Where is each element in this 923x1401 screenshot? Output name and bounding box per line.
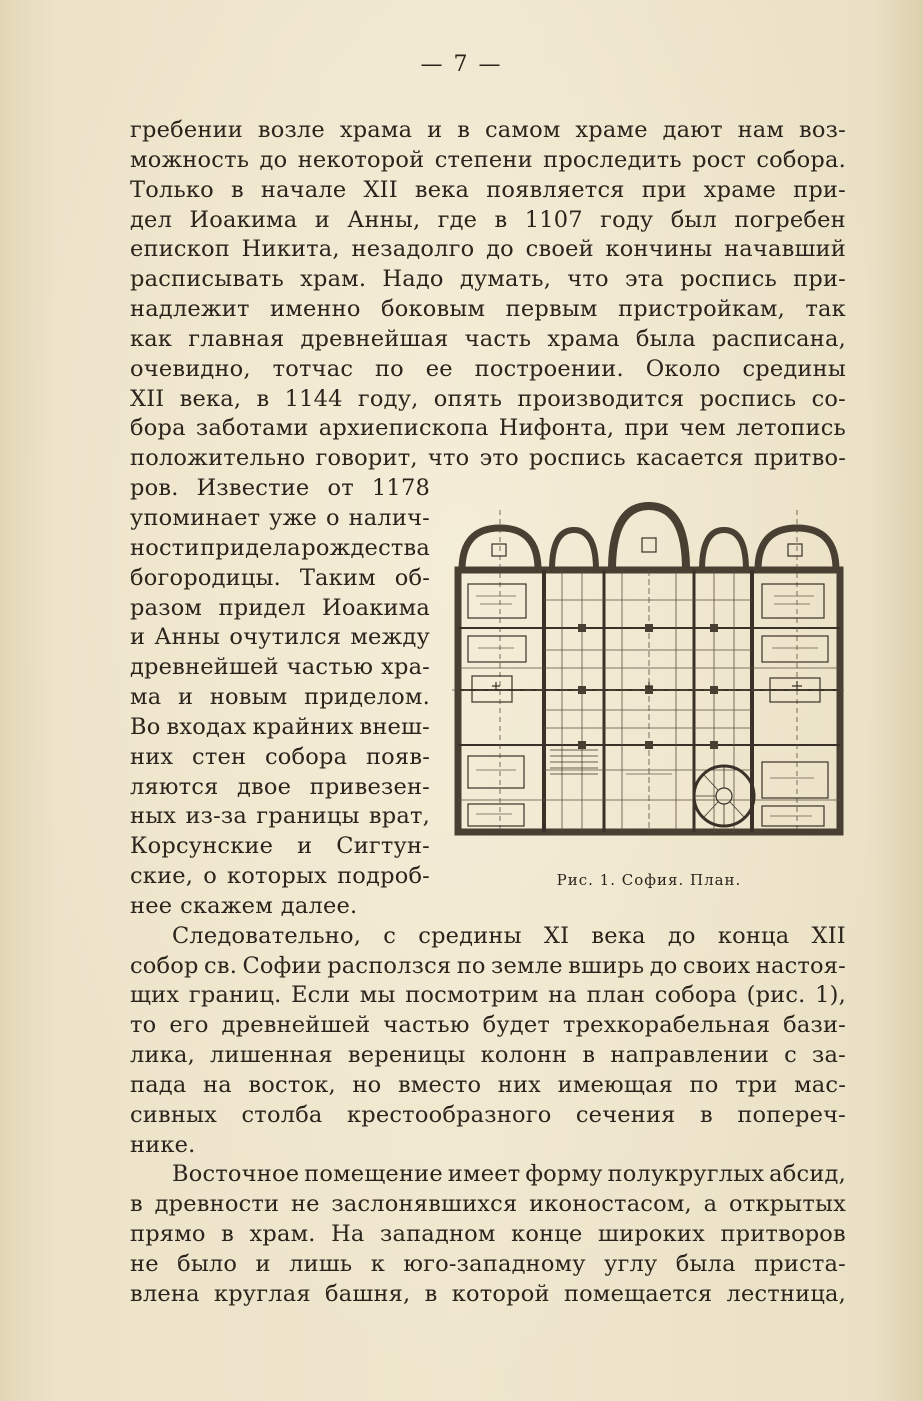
word: настоя- [755, 953, 846, 979]
word: и [297, 833, 313, 859]
word: была [635, 326, 696, 352]
word: собора [264, 744, 348, 770]
word: имеет [447, 1161, 521, 1187]
text-line [130, 1010, 846, 1040]
word: Анны, [347, 207, 421, 233]
text-line [130, 1130, 846, 1160]
word: конца [717, 923, 790, 949]
word: Корсунские [130, 833, 274, 859]
word: как [130, 326, 173, 352]
word: проследить [543, 147, 682, 173]
word: которой [451, 1281, 550, 1307]
word: воз- [798, 117, 846, 143]
word: появляется [486, 177, 625, 203]
word: границ. [188, 982, 282, 1008]
word: собор [130, 953, 199, 979]
word: входах [166, 714, 247, 740]
word: юго-западному [403, 1251, 586, 1277]
text-line [130, 831, 430, 861]
word: разом [130, 595, 203, 621]
word: На [331, 1221, 365, 1247]
text-line [130, 1189, 846, 1219]
word: именно [270, 296, 361, 322]
word: нике. [130, 1132, 196, 1158]
word: по [456, 953, 486, 979]
word: века [591, 923, 646, 949]
word: на [548, 982, 577, 1008]
text-line [130, 742, 430, 772]
floor-plan-figure [452, 500, 846, 840]
text-line [130, 294, 846, 324]
word: собора [654, 982, 737, 1008]
word: роспись [529, 445, 626, 471]
word: широких [597, 1221, 705, 1247]
word: храме [703, 177, 777, 203]
word: ские, [130, 863, 194, 889]
word: форму [525, 1161, 603, 1187]
word: колонн [480, 1042, 568, 1068]
word: притво- [753, 445, 846, 471]
text-line [130, 503, 430, 533]
word: тотчас [272, 356, 354, 382]
word: богородицы. [130, 565, 281, 591]
word: врат, [368, 803, 430, 829]
word: частью [286, 654, 374, 680]
word: Нифонта, [498, 415, 615, 441]
word: направлении [610, 1042, 770, 1068]
text-line [130, 1100, 846, 1130]
word: в [424, 1281, 438, 1307]
word: Иоакима [322, 595, 430, 621]
word: Таким [299, 565, 376, 591]
word: не [130, 1251, 159, 1277]
word: в [494, 207, 508, 233]
text-line [130, 1219, 846, 1249]
word: а [703, 1191, 718, 1217]
word: касается [636, 445, 744, 471]
word: века [414, 177, 470, 203]
word: к [370, 1251, 385, 1277]
word: древнейшей [221, 1012, 371, 1038]
word: (рис. [746, 982, 806, 1008]
word: вширь [568, 953, 645, 979]
word: своей [525, 236, 594, 262]
word: до [667, 923, 696, 949]
word: Только [130, 177, 214, 203]
word: мы [359, 982, 396, 1008]
word: между [350, 624, 430, 650]
word: XI [543, 923, 570, 949]
word: расписывать [130, 266, 284, 292]
word: восток, [248, 1072, 336, 1098]
word: возле [257, 117, 325, 143]
word: скажем [180, 893, 273, 919]
word: конце [511, 1221, 583, 1247]
word: году [600, 207, 654, 233]
word: храм. [300, 266, 367, 292]
word: них [497, 1072, 542, 1098]
text-line [130, 1279, 846, 1309]
word: частью [383, 1012, 470, 1038]
word: от [327, 475, 354, 501]
word: незадолго [351, 236, 475, 262]
word: внеш- [359, 714, 430, 740]
word: дают [662, 117, 723, 143]
word: века, [179, 386, 242, 412]
word: храма [547, 326, 620, 352]
word: башня, [324, 1281, 411, 1307]
text-line [130, 145, 846, 175]
word: заботами [195, 415, 309, 441]
word: прямо [130, 1221, 206, 1247]
text-line [130, 115, 846, 145]
word: ров. [130, 475, 179, 501]
word: открытых [728, 1191, 846, 1217]
word: уже [269, 505, 318, 531]
word: в [130, 1191, 143, 1217]
word: ности [130, 535, 200, 561]
word: попереч- [737, 1102, 846, 1128]
word: была [675, 1251, 736, 1277]
word: рост [692, 147, 746, 173]
word: мас- [794, 1072, 846, 1098]
word: его [169, 1012, 209, 1038]
text-line [130, 1040, 846, 1070]
word: заслонявшихся [331, 1191, 518, 1217]
word: Сигтун- [336, 833, 430, 859]
text-line [130, 1070, 846, 1100]
word: рождества [301, 535, 430, 561]
text-line [130, 622, 430, 652]
word: Следовательно, [172, 923, 362, 949]
word: углу [604, 1251, 658, 1277]
word: самом [484, 117, 561, 143]
word: Надо [382, 266, 444, 292]
text-line [130, 443, 846, 473]
word: Известие [196, 475, 310, 501]
word: 1107 [524, 207, 583, 233]
word: и [130, 624, 146, 650]
word: древнейшая [300, 326, 449, 352]
word: трехкорабельная [562, 1012, 771, 1038]
word: и [255, 1251, 271, 1277]
word: не [290, 1191, 320, 1217]
word: роспись [680, 266, 777, 292]
floor-plan-drawing [452, 500, 846, 840]
text-line [130, 772, 430, 802]
word: при [624, 415, 670, 441]
word: крестообразного [347, 1102, 552, 1128]
word: до [649, 953, 678, 979]
word: первым [505, 296, 598, 322]
word: крайних [252, 714, 354, 740]
word: Анны [154, 624, 221, 650]
word: при [641, 177, 687, 203]
word: полукруглых [607, 1161, 765, 1187]
word: часть [464, 326, 532, 352]
word: положительно [130, 445, 306, 471]
word: начавший [724, 236, 846, 262]
text-line [130, 682, 430, 712]
word: главная [188, 326, 285, 352]
word: где [437, 207, 478, 233]
word: придел [218, 595, 306, 621]
word: Софии [242, 953, 322, 979]
word: что [427, 445, 470, 471]
word: и [427, 117, 443, 143]
word: помещается [563, 1281, 713, 1307]
word: древнейшей [130, 654, 279, 680]
word: погребен [734, 207, 846, 233]
word: кончины [605, 236, 713, 262]
word: лика, [130, 1042, 195, 1068]
text-line [130, 384, 846, 414]
word: и [177, 684, 194, 710]
word: привезен- [309, 774, 430, 800]
word: в [256, 386, 270, 412]
word: нее [130, 893, 173, 919]
word: будет [482, 1012, 550, 1038]
word: упоминает [130, 505, 261, 531]
word: щих [130, 982, 180, 1008]
word: степени [434, 147, 533, 173]
word: ляются [130, 774, 219, 800]
word: своих [682, 953, 751, 979]
word: опять [433, 386, 503, 412]
word: очевидно, [130, 356, 251, 382]
word: приста- [754, 1251, 846, 1277]
text-line [130, 593, 430, 623]
word: о [325, 505, 340, 531]
word: придела [200, 535, 301, 561]
word: хра- [381, 654, 430, 680]
word: три [735, 1072, 778, 1098]
word: думать, [459, 266, 552, 292]
figure-caption: Рис. 1. София. План. [556, 871, 742, 889]
word: Восточное [172, 1161, 300, 1187]
word: храм. [249, 1221, 316, 1247]
word: лестница, [726, 1281, 846, 1307]
text-line [130, 354, 846, 384]
word: то [130, 1012, 157, 1038]
word: говорит, [315, 445, 418, 471]
word: архиепископа [318, 415, 489, 441]
text-line [172, 921, 846, 951]
word: Во [130, 714, 161, 740]
word: иконостасом, [529, 1191, 692, 1217]
word: лишь [289, 1251, 353, 1277]
word: пада [130, 1072, 187, 1098]
word: чем [679, 415, 726, 441]
word: западном [380, 1221, 496, 1247]
page-number: — 7 — [420, 52, 503, 77]
word: абсид, [769, 1161, 846, 1187]
word: летопись [735, 415, 846, 441]
text-line [130, 175, 846, 205]
word: план [586, 982, 646, 1008]
text-line [130, 951, 846, 981]
word: вместо [397, 1072, 482, 1098]
word: 1), [815, 982, 846, 1008]
word: посмотрим [405, 982, 539, 1008]
word: об- [394, 565, 430, 591]
word: двое [236, 774, 292, 800]
word: начале [260, 177, 347, 203]
text-line [130, 801, 430, 831]
word: с [383, 923, 397, 949]
word: сечения [575, 1102, 676, 1128]
word: лишенная [210, 1042, 333, 1068]
word: в [221, 1221, 234, 1247]
word: надлежит [130, 296, 250, 322]
word: храма [339, 117, 413, 143]
word: можность [130, 147, 250, 173]
word: XII [363, 177, 398, 203]
word: сивных [130, 1102, 218, 1128]
word: расползся [327, 953, 452, 979]
word: на [203, 1072, 232, 1098]
text-line [130, 324, 846, 354]
word: в [457, 117, 471, 143]
text-line [130, 891, 430, 921]
word: далее. [280, 893, 358, 919]
word: XII [130, 386, 165, 412]
word: роспись [699, 386, 797, 412]
word: эта [624, 266, 665, 292]
word: что [567, 266, 609, 292]
word: расписана, [711, 326, 846, 352]
word: был [670, 207, 718, 233]
text-line [130, 413, 846, 443]
text-line [130, 205, 846, 235]
word: границы [256, 803, 360, 829]
text-line [130, 652, 430, 682]
word: налич- [348, 505, 430, 531]
word: бази- [783, 1012, 846, 1038]
word: году, [357, 386, 419, 412]
word: ных [130, 803, 177, 829]
word: Иоакима [189, 207, 298, 233]
word: некоторой [297, 147, 425, 173]
word: новым [209, 684, 288, 710]
word: XII [811, 923, 846, 949]
text-line [130, 563, 430, 593]
word: Никита, [241, 236, 340, 262]
word: помещение [304, 1161, 443, 1187]
word: дел [130, 207, 173, 233]
text-line [130, 234, 846, 264]
word: за- [812, 1042, 846, 1068]
word: св. [204, 953, 238, 979]
word: средины [418, 923, 522, 949]
text-line [130, 861, 430, 891]
text-line [172, 1159, 846, 1189]
word: так [805, 296, 846, 322]
word: до [486, 236, 514, 262]
word: ее [425, 356, 453, 382]
word: по [689, 1072, 719, 1098]
word: и [314, 207, 330, 233]
word: 1144 [284, 386, 343, 412]
word: влена [130, 1281, 200, 1307]
word: вереницы [347, 1042, 466, 1068]
word: собора. [756, 147, 846, 173]
word: в [700, 1102, 713, 1128]
text-line [130, 473, 430, 503]
word: 1178 [371, 475, 430, 501]
word: это [479, 445, 519, 471]
word: о [203, 863, 217, 889]
word: с [784, 1042, 797, 1068]
word: из-за [185, 803, 248, 829]
text-line [130, 533, 430, 563]
word: при- [793, 266, 846, 292]
word: по [374, 356, 404, 382]
word: средины [742, 356, 846, 382]
text-line [130, 1249, 846, 1279]
word: появ- [365, 744, 430, 770]
word: Если [291, 982, 351, 1008]
text-line [130, 264, 846, 294]
word: очутился [229, 624, 342, 650]
word: до [259, 147, 288, 173]
word: подроб- [337, 863, 430, 889]
word: со- [811, 386, 846, 412]
word: пристройкам, [618, 296, 785, 322]
text-line [130, 980, 846, 1010]
word: в [582, 1042, 596, 1068]
word: столба [241, 1102, 323, 1128]
word: ма [130, 684, 162, 710]
word: бора [130, 415, 186, 441]
word: них [130, 744, 174, 770]
word: Около [645, 356, 721, 382]
word: боковым [381, 296, 486, 322]
word: нам [737, 117, 785, 143]
word: при- [793, 177, 846, 203]
word: епископ [130, 236, 230, 262]
word: древности [154, 1191, 280, 1217]
word: притворов [720, 1221, 846, 1247]
word: приделом. [304, 684, 430, 710]
word: храме [575, 117, 648, 143]
word: земле [491, 953, 563, 979]
word: имеющая [557, 1072, 673, 1098]
word: гребении [130, 117, 243, 143]
word: в [230, 177, 244, 203]
word: круглая [213, 1281, 311, 1307]
word: построении. [474, 356, 624, 382]
word: но [352, 1072, 382, 1098]
text-line [130, 712, 430, 742]
word: стен [192, 744, 247, 770]
word: производится [517, 386, 685, 412]
word: которых [227, 863, 328, 889]
word: было [177, 1251, 238, 1277]
